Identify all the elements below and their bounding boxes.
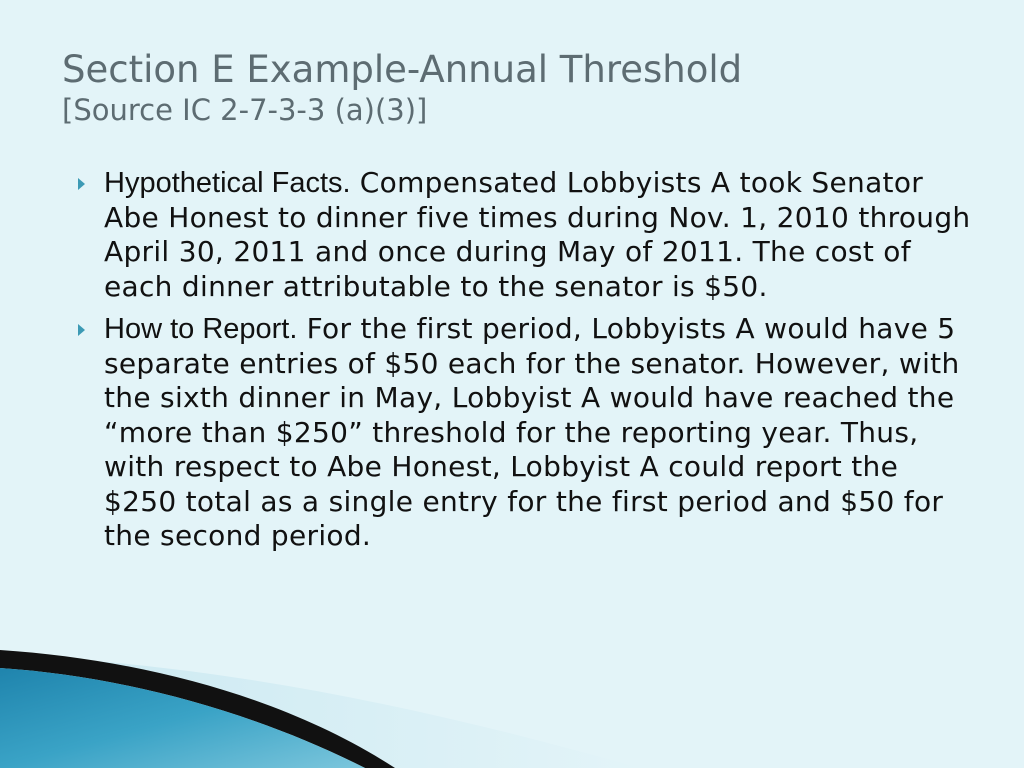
- bullet-text: Compensated Lobbyists A took Senator Abe Honest to dinner five times during Nov. 1, 2010 through April 30, 2011 and once during May of 2011. The cost of each dinner attributable to the senator is $50.: [104, 166, 971, 303]
- bullet-how-to-report: [72, 312, 972, 554]
- triangle-bullet-icon: [78, 178, 85, 190]
- title-source-citation: [Source IC 2-7-3-3 (a)(3)]: [62, 93, 428, 127]
- bullet-heading: Hypothetical Facts.: [104, 167, 351, 199]
- bullet-text: For the first period, Lobbyists A would have 5 separate entries of $50 each for the senator. However, with the sixth dinner in May, Lobbyist A would have reached the “more than $250” threshold for the reporting year. Thus, with respect to Abe Honest, Lobbyist A could report the $250 total as a single entry for the first period and $50 for the second period.: [104, 312, 960, 552]
- triangle-bullet-icon: [78, 324, 85, 336]
- slide-title: [62, 48, 1002, 128]
- bullet-list: [72, 166, 972, 562]
- title-main: Section E Example-Annual Threshold: [62, 48, 743, 91]
- bullet-hypothetical-facts: [72, 166, 972, 304]
- bullet-heading: How to Report.: [104, 313, 298, 345]
